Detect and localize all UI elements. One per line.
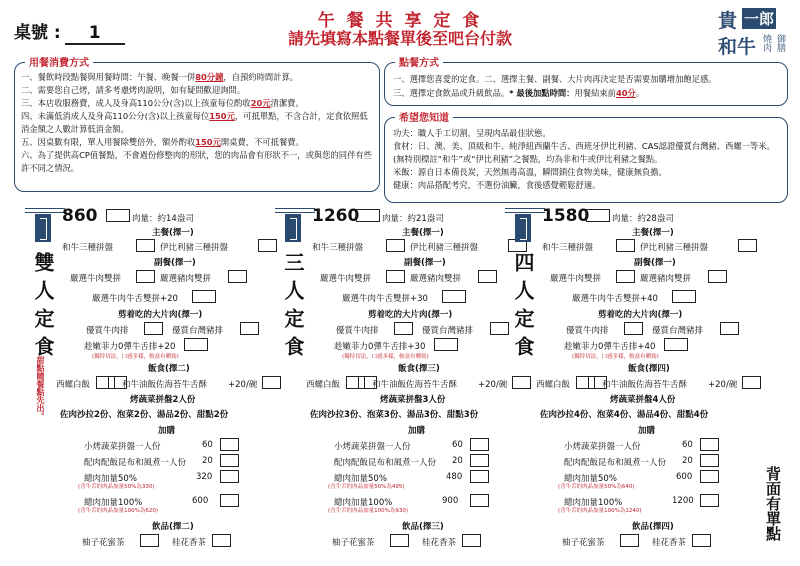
choice-checkbox[interactable]	[136, 270, 155, 283]
menu-item: 嚴選牛肉雙拼	[320, 274, 372, 284]
menu-item: 和牛三種拼盤	[62, 243, 114, 253]
choice-checkbox[interactable]	[220, 470, 239, 483]
add-on-price: 20	[202, 456, 213, 466]
rice-header: 飯食(擇二)	[148, 364, 190, 374]
menu-item: 配肉配飯昆布和風煮一人份	[334, 458, 437, 468]
menu-item: 嚴選牛肉雙拼	[70, 274, 122, 284]
choice-checkbox[interactable]	[616, 270, 635, 283]
set-price: 1580	[542, 206, 590, 226]
menu-item: 配肉配飯昆布和風煮一人份	[84, 458, 187, 468]
choice-checkbox[interactable]	[220, 494, 239, 507]
menu-item: 小烤蔬菜拼盤一人份	[84, 442, 161, 452]
rules-title: 用餐消費方式	[25, 54, 93, 69]
brand-logo	[716, 4, 792, 60]
rule-4: 四、未滿低消成人及身高110公分(含)以上孩童每位150元，可抵單點，不含合計，定食依照低消金額之人數計算低消金額。	[21, 111, 368, 134]
add-on-price: 1200	[672, 496, 694, 506]
rice-header: 飯食(擇三)	[398, 364, 440, 374]
main-course-header: 主餐(擇一)	[632, 228, 674, 238]
menu-item: 總肉加量50%	[84, 474, 137, 484]
add-on-price: 60	[202, 440, 213, 450]
set-label: 雙人定食	[31, 252, 55, 364]
choice-checkbox[interactable]	[212, 534, 231, 547]
choice-checkbox[interactable]	[262, 376, 281, 389]
order-line-2: 三、選擇定食飲品或升級飲品。* 最後加點時間：用餐結束前40分。	[393, 88, 645, 98]
logo-char: 一郎	[744, 10, 775, 28]
decorative-stripe	[505, 208, 545, 213]
choice-checkbox[interactable]	[136, 239, 155, 252]
menu-item: 優質牛肉排	[336, 326, 379, 336]
menu-item: 優質牛肉排	[86, 326, 129, 336]
choice-checkbox[interactable]	[258, 239, 277, 252]
choice-checkbox[interactable]	[390, 534, 409, 547]
choice-checkbox[interactable]	[700, 454, 719, 467]
back-side-note: 背面有單點	[764, 466, 782, 541]
rule-2: 二、需要您自己烤，請多考慮烤肉說明，如有疑問歡迎詢問。	[21, 85, 246, 95]
menu-item: 西螺白飯	[536, 380, 571, 390]
menu-item: 柚子花蜜茶	[562, 538, 605, 548]
choice-checkbox[interactable]	[228, 270, 247, 283]
menu-item: 配肉配飯昆布和風煮一人份	[564, 458, 667, 468]
menu-item: 優質台灣豬排	[422, 326, 474, 336]
choice-checkbox[interactable]	[624, 322, 643, 335]
choice-checkbox[interactable]	[470, 454, 489, 467]
choice-checkbox[interactable]	[394, 322, 413, 335]
cut-meat-header: 剪着吃的大片肉(擇一)	[598, 310, 683, 320]
grilled-veg-platter: 烤蔬菜拼盤2人份	[130, 395, 196, 405]
rule-6: 六、為了提供高CP值餐點，不會過份修整肉的形狀，您的肉品會有形狀不一，或與您的同伴有些許不同之情況。	[21, 150, 372, 173]
side-dish-header: 副餐(擇一)	[154, 258, 196, 268]
choice-checkbox[interactable]	[478, 270, 497, 283]
choice-checkbox[interactable]	[386, 239, 405, 252]
set-price: 860	[62, 206, 98, 226]
table-label: 桌號 :	[14, 23, 61, 43]
choice-checkbox[interactable]	[470, 438, 489, 451]
order-title: 點餐方式	[395, 54, 443, 69]
cut-note: (獨特切法，口感多樣，較富有嚼勁)	[92, 354, 179, 360]
menu-item: 優質台灣豬排	[172, 326, 224, 336]
logo-char: 和牛	[718, 36, 757, 58]
main-course-header: 主餐(擇一)	[152, 228, 194, 238]
choice-checkbox[interactable]	[144, 322, 163, 335]
cut-meat-header: 剪着吃的大片肉(擇一)	[368, 310, 453, 320]
choice-checkbox[interactable]	[708, 270, 727, 283]
menu-item: 柚子花蜜茶	[332, 538, 375, 548]
drink-header: 飲品(擇三)	[402, 522, 444, 532]
add-on-header: 加購	[158, 426, 176, 436]
logo-char: 燒肉	[761, 34, 771, 52]
menu-item: 桂花香茶	[172, 538, 207, 548]
menu-item: 嚴選豬肉雙拼	[410, 274, 462, 284]
menu-item: 嚴選牛肉牛舌雙拼+20	[92, 294, 178, 304]
choice-checkbox[interactable]	[738, 239, 757, 252]
menu-item: 趁嫩菲力0彈牛舌排+20	[84, 342, 176, 352]
menu-item: 和牛三種拼盤	[542, 243, 594, 253]
menu-item: 嚴選豬肉雙拼	[160, 274, 212, 284]
choice-checkbox[interactable]	[490, 322, 509, 335]
choice-checkbox[interactable]	[220, 454, 239, 467]
chopsticks-icon	[515, 214, 531, 242]
add-on-header: 加購	[638, 426, 656, 436]
rice-header: 飯食(擇四)	[628, 364, 670, 374]
notice-panel	[384, 113, 788, 203]
choice-checkbox[interactable]	[462, 534, 481, 547]
choice-checkbox[interactable]	[470, 470, 489, 483]
rule-1: 一、餐飲時段點餐與用餐時間：午餐、晚餐一併80分鐘，自預約時間計算。	[21, 72, 299, 82]
menu-item: 和牛油飯佐海苔牛舌酥	[122, 380, 208, 390]
chopsticks-icon	[285, 214, 301, 242]
decorative-stripe	[25, 208, 65, 213]
page-subtitle: 請先填寫本點餐單後至吧台付款	[287, 29, 512, 48]
included-items: 佐肉沙拉2份、泡菜2份、湯品2份、甜點2份	[60, 410, 229, 420]
menu-item: +20/碗	[228, 380, 258, 390]
decorative-stripe	[275, 208, 315, 213]
rule-3: 三、本店收服務費，成人及身高110公分(含)以上孩童每位酌收20元清潔費。	[21, 98, 304, 108]
add-on-note: (含牛舌的肉品加量100%為620)	[78, 508, 159, 514]
menu-item: 趁嫩菲力0彈牛舌排+40	[564, 342, 656, 352]
page-title: 午 餐 共 享 定 食	[317, 11, 483, 31]
add-on-price: 600	[676, 472, 693, 482]
choice-checkbox[interactable]	[470, 494, 489, 507]
logo-char: 貴	[718, 10, 738, 32]
rules-list	[21, 71, 375, 175]
choice-checkbox[interactable]	[442, 290, 466, 303]
menu-item: 小烤蔬菜拼盤一人份	[564, 442, 641, 452]
included-items: 佐肉沙拉4份、泡菜4份、湯品4份、甜點4份	[540, 410, 709, 420]
menu-item: 小烤蔬菜拼盤一人份	[334, 442, 411, 452]
add-on-price: 20	[682, 456, 693, 466]
notice-list	[393, 127, 781, 192]
menu-item: 總肉加量100%	[84, 498, 143, 508]
logo-char: 御膳	[775, 34, 785, 52]
cut-note: (獨特切法，口感多樣，較富有嚼勁)	[342, 354, 429, 360]
choice-checkbox[interactable]	[140, 534, 159, 547]
menu-item: 和牛油飯佐海苔牛舌酥	[602, 380, 688, 390]
choice-checkbox[interactable]	[106, 209, 130, 222]
menu-item: 桂花香茶	[422, 538, 457, 548]
choice-checkbox[interactable]	[512, 376, 531, 389]
add-on-header: 加購	[408, 426, 426, 436]
menu-item: 總肉加量50%	[564, 474, 617, 484]
menu-item: 和牛油飯佐海苔牛舌酥	[372, 380, 458, 390]
side-dish-header: 副餐(擇一)	[404, 258, 446, 268]
cut-meat-header: 剪着吃的大片肉(擇一)	[118, 310, 203, 320]
add-on-note: (含牛舌的肉品加量100%為930)	[328, 508, 409, 514]
add-on-note: (含牛舌的肉品加量50%為495)	[328, 484, 405, 490]
choice-checkbox[interactable]	[434, 338, 458, 351]
set-label: 四人定食	[511, 252, 535, 364]
choice-checkbox[interactable]	[700, 470, 719, 483]
choice-checkbox[interactable]	[220, 438, 239, 451]
grilled-veg-platter: 烤蔬菜拼盤4人份	[610, 395, 676, 405]
drink-header: 飲品(擇四)	[632, 522, 674, 532]
choice-checkbox[interactable]	[586, 209, 610, 222]
included-items: 佐肉沙拉3份、泡菜3份、湯品3份、甜點3份	[310, 410, 479, 420]
menu-item: 柚子花蜜茶	[82, 538, 125, 548]
add-on-note: (含牛舌的肉品加量100%為1240)	[558, 508, 642, 514]
menu-item: 伊比利豬三種拼盤	[410, 243, 479, 253]
menu-item: 嚴選牛肉牛舌雙拼+40	[572, 294, 658, 304]
menu-item: 嚴選牛肉牛舌雙拼+30	[342, 294, 428, 304]
menu-item: +20/碗	[478, 380, 508, 390]
cut-note: (獨特切法，口感多樣，較富有嚼勁)	[572, 354, 659, 360]
menu-item: 總肉加量50%	[334, 474, 387, 484]
table-number-field[interactable]: 1	[65, 23, 125, 45]
meat-amount: 肉量：約14盎司	[132, 214, 194, 224]
drink-header: 飲品(擇二)	[152, 522, 194, 532]
choice-checkbox[interactable]	[672, 290, 696, 303]
menu-item: 總肉加量100%	[564, 498, 623, 508]
rules-panel	[14, 58, 380, 192]
notice-line: 健康：肉品搭配考究，不選份油臟，食後感覺輕鬆舒適。	[393, 180, 601, 190]
grilled-veg-platter: 烤蔬菜拼盤3人份	[380, 395, 446, 405]
notice-line: 功夫：職人手工切割，呈現肉品最佳狀態。	[393, 128, 551, 138]
order-line-1: 一、選擇您喜愛的定食。二、選擇主餐、副餐、大片肉再決定是否需要加購增加飽足感。	[393, 74, 717, 84]
choice-checkbox[interactable]	[356, 209, 380, 222]
meat-amount: 肉量：約21盎司	[382, 214, 444, 224]
choice-checkbox[interactable]	[700, 438, 719, 451]
choice-checkbox[interactable]	[616, 239, 635, 252]
choice-checkbox[interactable]	[358, 376, 377, 389]
order-panel	[384, 58, 788, 106]
choice-checkbox[interactable]	[664, 338, 688, 351]
set-label: 三人定食	[281, 252, 305, 364]
menu-item: 桂花香茶	[652, 538, 687, 548]
dessert-note: 甜點隨餐點先出。	[36, 356, 45, 420]
choice-checkbox[interactable]	[720, 322, 739, 335]
menu-item: 伊比利豬三種拼盤	[640, 243, 709, 253]
menu-item: +20/碗	[708, 380, 738, 390]
add-on-price: 320	[196, 472, 213, 482]
choice-checkbox[interactable]	[588, 376, 607, 389]
menu-item: 西螺白飯	[306, 380, 341, 390]
set-price: 1260	[312, 206, 360, 226]
menu-item: 嚴選牛肉雙拼	[550, 274, 602, 284]
rule-5: 五、因桌數有限，單人用餐除雙倍外，額外酌收150元開桌費，不可抵餐費。	[21, 137, 304, 147]
add-on-price: 60	[452, 440, 463, 450]
menu-item: 優質牛肉排	[566, 326, 609, 336]
table-number	[14, 18, 125, 45]
choice-checkbox[interactable]	[240, 322, 259, 335]
add-on-note: (含牛舌的肉品加量50%為330)	[78, 484, 155, 490]
menu-item: 伊比利豬三種拼盤	[160, 243, 229, 253]
menu-item: 和牛三種拼盤	[312, 243, 364, 253]
choice-checkbox[interactable]	[108, 376, 127, 389]
notice-line: 食材：日、澳、美、頂級和牛、純淨紐西蘭牛舌、西班牙伊比利豬、CAS認證優質台灣豬、西螺一等米。(無特別標註“和牛”或“伊比利豬”之餐點，均為非和牛或伊比利豬之餐點。	[393, 141, 775, 164]
choice-checkbox[interactable]	[192, 290, 216, 303]
main-course-header: 主餐(擇一)	[402, 228, 444, 238]
choice-checkbox[interactable]	[742, 376, 761, 389]
choice-checkbox[interactable]	[184, 338, 208, 351]
meat-amount: 肉量：約28盎司	[612, 214, 674, 224]
add-on-note: (含牛舌的肉品加量50%為640)	[558, 484, 635, 490]
add-on-price: 480	[446, 472, 463, 482]
notice-title: 希望您知道	[395, 109, 453, 124]
menu-item: 西螺白飯	[56, 380, 91, 390]
add-on-price: 20	[452, 456, 463, 466]
menu-item: 嚴選豬肉雙拼	[640, 274, 692, 284]
menu-item: 總肉加量100%	[334, 498, 393, 508]
chopsticks-icon	[35, 214, 51, 242]
choice-checkbox[interactable]	[692, 534, 711, 547]
menu-item: 優質台灣豬排	[652, 326, 704, 336]
add-on-price: 600	[192, 496, 209, 506]
menu-item: 趁嫩菲力0彈牛舌排+30	[334, 342, 426, 352]
choice-checkbox[interactable]	[700, 494, 719, 507]
choice-checkbox[interactable]	[386, 270, 405, 283]
choice-checkbox[interactable]	[620, 534, 639, 547]
notice-line: 米飯：源自日本備長炭，天然無毒高溫，瞬間鎖住食物美味，健康無負擔。	[393, 167, 667, 177]
add-on-price: 900	[442, 496, 459, 506]
side-dish-header: 副餐(擇一)	[634, 258, 676, 268]
add-on-price: 60	[682, 440, 693, 450]
